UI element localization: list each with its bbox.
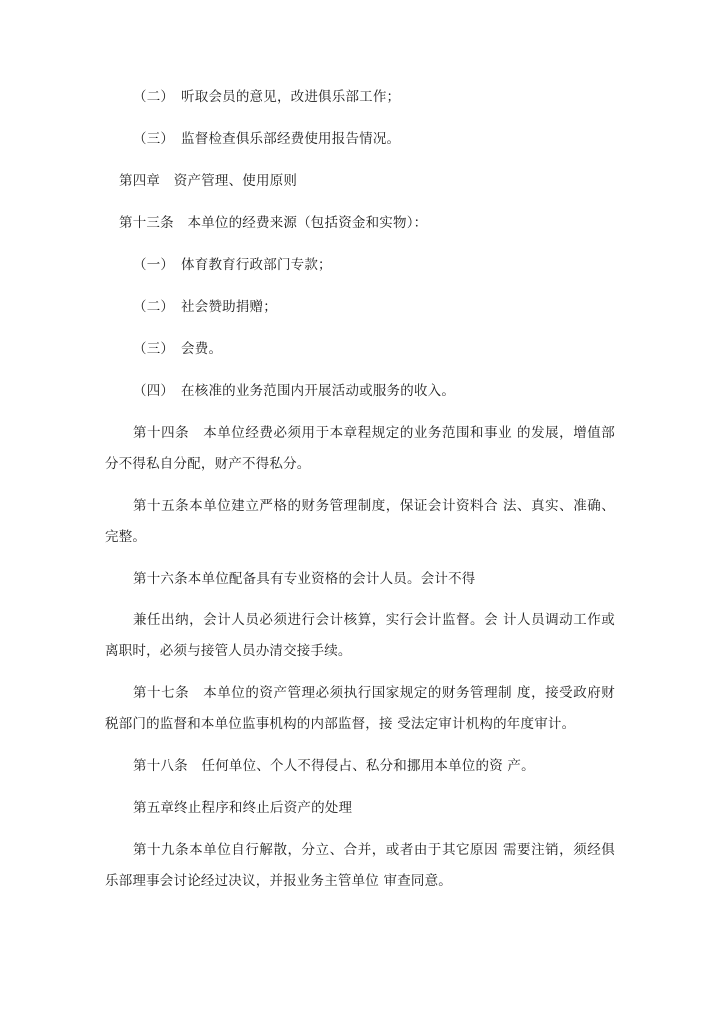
paragraph: 第十九条本单位自行解散，分立、合并，或者由于其它原因 需要注销，须经俱乐部理事会讨论经过决议，并报业务主管单位 审查同意。 [105,842,615,889]
paragraph: （二） 社会赞助捐赠； [133,299,277,315]
paragraph: （三） 会费。 [133,341,223,357]
paragraph: 第十七条 本单位的资产管理必须执行国家规定的财务管理制 度，接受政府财税部门的监督和本单位监事机构的内部监督，接 受法定审计机构的年度审计。 [105,685,615,732]
section-heading-chapter-five: 第五章终止程序和终止后资产的处理 [133,800,353,816]
paragraph: （三） 监督检查俱乐部经费使用报告情况。 [133,131,401,147]
paragraph: （四） 在核准的业务范围内开展活动或服务的收入。 [133,383,456,399]
paragraph: （一） 体育教育行政部门专款； [133,257,332,273]
paragraph: 第十八条 任何单位、个人不得侵占、私分和挪用本单位的资 产。 [133,758,535,774]
paragraph: 第十四条 本单位经费必须用于本章程规定的业务范围和事业 的发展，增值部分不得私自分配，财产不得私分。 [105,425,615,472]
paragraph: 第十六条本单位配备具有专业资格的会计人员。会计不得 [133,571,476,587]
paragraph: 第十三条 本单位的经费来源（包括资金和实物）： [119,215,428,231]
paragraph: （二） 听取会员的意见，改进俱乐部工作； [133,89,401,105]
section-heading-chapter-four: 第四章 资产管理、使用原则 [119,173,298,189]
paragraph: 第十五条本单位建立严格的财务管理制度，保证会计资料合 法、真实、准确、完整。 [105,498,615,545]
paragraph: 兼任出纳，会计人员必须进行会计核算，实行会计监督。会 计人员调动工作或离职时，必须与接管人员办清交接手续。 [105,612,615,659]
